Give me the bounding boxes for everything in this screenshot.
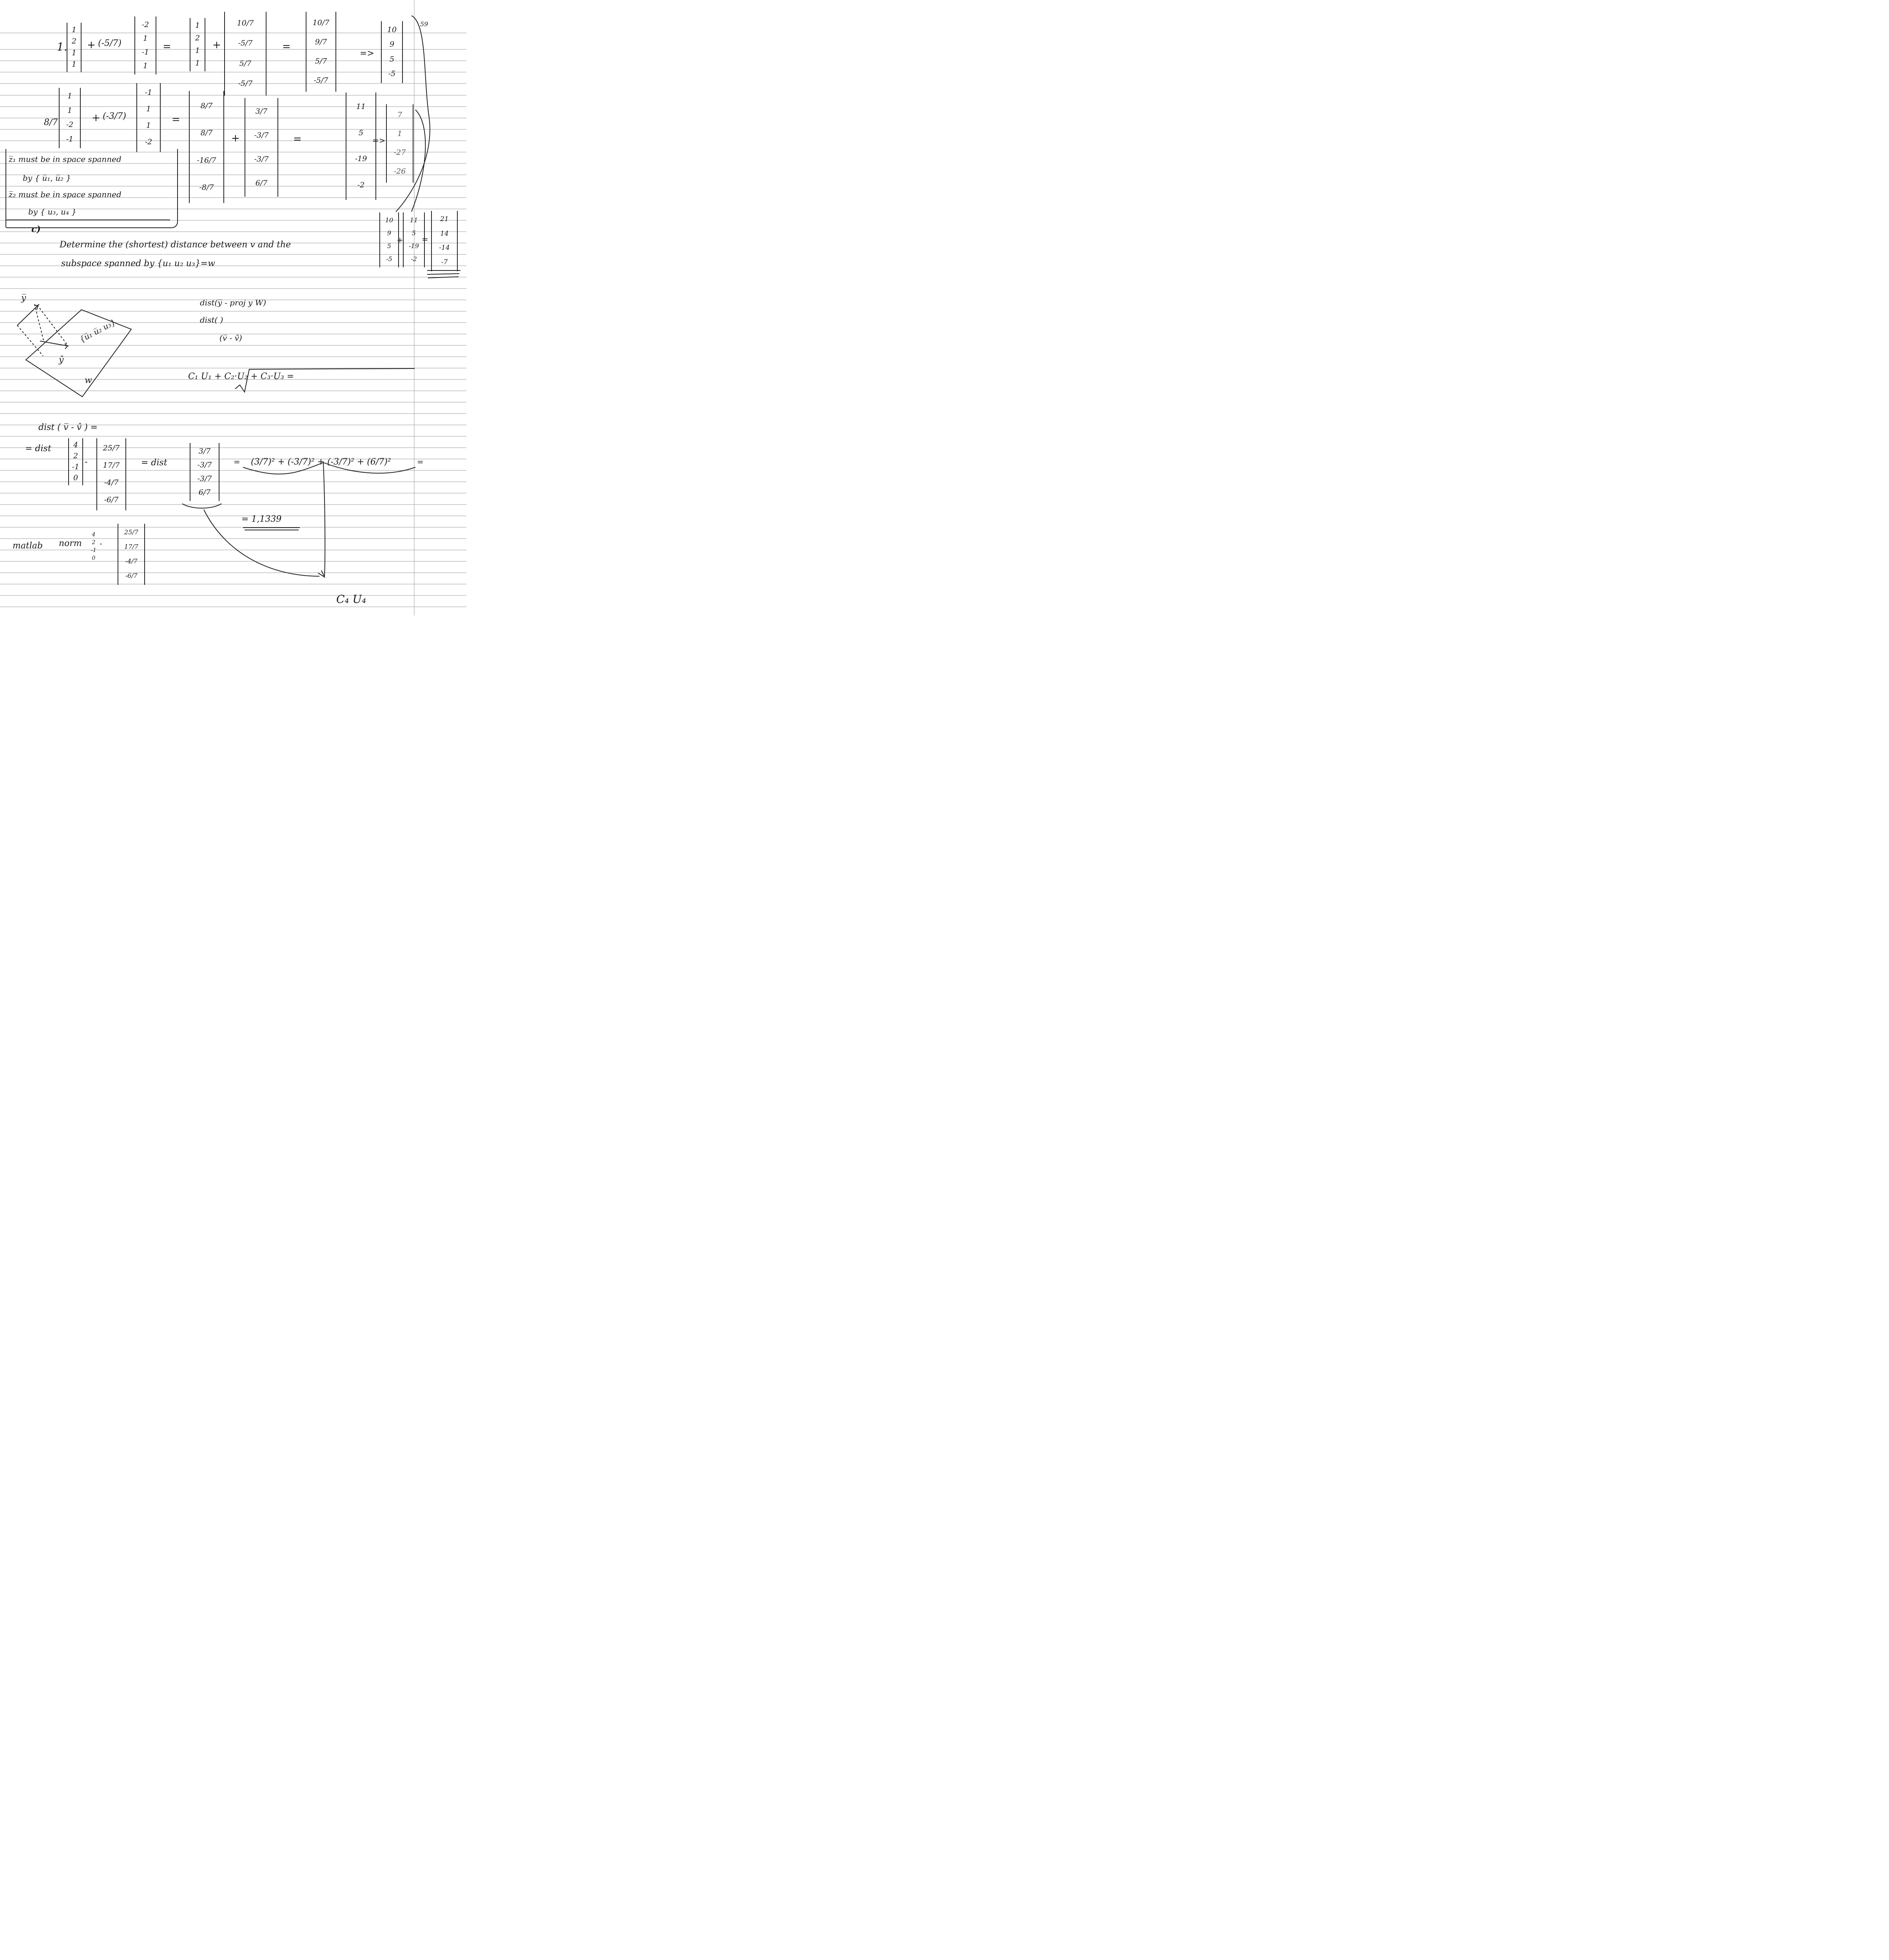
c4-u4: C₄ U₄	[336, 593, 366, 606]
row2-v1-vector	[59, 88, 81, 148]
entry: 3/7	[198, 446, 211, 456]
equals-sign: =	[422, 234, 428, 244]
entry: 4	[92, 531, 96, 538]
entry: 5/7	[239, 59, 252, 68]
entry: -1	[91, 547, 96, 554]
entry: -1	[145, 88, 152, 97]
entry: 8/7	[200, 129, 213, 138]
row1-r3-vector	[306, 12, 336, 92]
row2-r2-vector	[245, 98, 278, 197]
entry: -2	[145, 138, 152, 147]
entry: 10	[385, 216, 393, 224]
entry: 1	[195, 46, 200, 55]
entry: -2	[357, 180, 365, 189]
entry: 10/7	[312, 18, 330, 27]
entry: 25/7	[124, 528, 138, 536]
entry: 17/7	[124, 543, 138, 551]
entry: -19	[409, 242, 419, 250]
entry: 2	[92, 539, 96, 546]
entry: -7	[441, 258, 448, 266]
entry: 10	[387, 25, 397, 34]
result-value: = 1,1339	[241, 514, 282, 524]
row2-r1-vector	[189, 91, 224, 203]
entry: -27	[393, 148, 406, 157]
row1-u-vector	[67, 23, 82, 72]
equals-sign: =	[282, 41, 291, 53]
entry: 1	[195, 21, 200, 30]
dist-label: = dist	[25, 444, 51, 454]
dist-note-2: dist( )	[200, 315, 223, 325]
entry: 0	[73, 474, 78, 483]
sqrt-expression: (3/7)² + (-3/7)² + (-3/7)² + (6/7)²	[251, 457, 391, 467]
row2-r4-vector-scribbled	[386, 104, 413, 183]
dist-note-3: (v̅ - v̂)	[219, 333, 242, 343]
entry: -5	[386, 255, 392, 263]
entry: -5/7	[238, 39, 253, 48]
entry: 1	[71, 48, 77, 57]
implies-arrow: =>	[372, 136, 386, 145]
entry: -14	[439, 244, 450, 252]
row2-coef: 8/7	[44, 118, 58, 127]
plus-sign: +	[87, 39, 96, 51]
implies-arrow: =>	[360, 49, 374, 58]
entry: 5/7	[315, 56, 327, 65]
entry: 1	[397, 129, 402, 138]
entry: 0	[92, 555, 96, 561]
plus-sign: +	[231, 132, 240, 144]
equals-sign: =	[293, 133, 302, 145]
entry: 1	[143, 34, 148, 43]
entry: 11	[410, 216, 418, 224]
entry: 25/7	[103, 444, 120, 453]
entry: 5	[412, 229, 416, 237]
dist-heading: dist ( v̅ - v̂ ) =	[38, 423, 98, 432]
note-line: by { u₃, u₄ }	[28, 207, 77, 216]
entry: -16/7	[197, 156, 216, 165]
row1-r4-vector	[381, 21, 403, 83]
entry: 9	[387, 229, 392, 237]
entry: 8/7	[200, 101, 213, 110]
entry: 5	[389, 54, 395, 64]
page-number: 59	[420, 20, 428, 28]
equals-sign: =	[417, 457, 424, 466]
minus-sign: -	[85, 457, 88, 467]
entry: -5/7	[314, 76, 328, 85]
note-line: by { u̅₁, u̅₂ }	[23, 173, 71, 183]
entry: 11	[356, 102, 366, 111]
entry: -6/7	[125, 572, 138, 580]
entry: -4/7	[125, 557, 138, 565]
y-bar-label: y̅	[21, 293, 26, 303]
row1-r1-vector	[190, 18, 205, 71]
plus-sign: +	[212, 39, 221, 51]
row2-scalar: (-3/7)	[103, 111, 127, 121]
linear-combination: C₁ U₁ + C₂·U₂ + C₃·U₃ =	[188, 372, 294, 381]
span-label: {u̅₁ u̅₂ u₃}	[78, 317, 118, 344]
entry: 1	[195, 59, 200, 68]
sum-a-vector	[379, 212, 399, 267]
matlab-label: matlab	[13, 541, 43, 551]
dist-note-1: dist(y̅ - proj y W)	[200, 298, 266, 307]
entry: 1	[146, 121, 151, 130]
difference-vector	[190, 443, 219, 501]
entry: 1	[67, 106, 73, 115]
entry: -26	[393, 167, 406, 176]
matlab-v-hat-vector	[118, 524, 145, 585]
row1-scalar: (-5/7)	[98, 38, 122, 48]
entry: -5	[388, 69, 396, 78]
entry: 2	[195, 34, 200, 43]
entry: -2	[66, 120, 74, 129]
entry: 4	[73, 441, 78, 450]
entry: 2	[73, 452, 78, 461]
note-line: z̅₂ must be in space spanned	[9, 190, 121, 199]
entry: -6/7	[104, 495, 119, 505]
note-line: z̅₁ must be in space spanned	[9, 154, 121, 164]
entry: -1	[72, 463, 80, 472]
plus-sign: +	[397, 235, 403, 245]
entry: 9	[389, 40, 395, 49]
entry: 2	[71, 37, 77, 46]
sum-c-vector	[431, 211, 458, 271]
w-label: w	[85, 376, 92, 385]
entry: -3/7	[254, 154, 269, 163]
entry: 21	[440, 215, 449, 223]
entry: 6/7	[198, 488, 211, 497]
equals-sign: =	[163, 41, 171, 53]
entry: 1	[71, 60, 77, 69]
entry: 5	[387, 242, 392, 250]
entry: 9/7	[315, 37, 327, 46]
v-hat-vector	[96, 438, 126, 510]
entry: 10/7	[237, 18, 254, 27]
entry: 1	[71, 25, 77, 34]
plus-sign: +	[92, 112, 100, 124]
entry: -3/7	[197, 460, 212, 469]
entry: 7	[397, 111, 402, 120]
part-label: c)	[31, 224, 41, 234]
entry: -2	[411, 255, 417, 263]
row1-coef: 1.	[57, 40, 67, 53]
task-line-1: Determine the (shortest) distance between v and the	[60, 240, 291, 250]
entry: 5	[358, 128, 364, 137]
entry: -1	[141, 47, 149, 56]
dist-label: = dist	[141, 458, 167, 468]
entry: -1	[66, 134, 74, 143]
row1-r2-vector	[224, 12, 266, 96]
row1-w-vector	[134, 16, 156, 74]
notebook-page	[0, 0, 466, 615]
entry: -3/7	[197, 474, 212, 483]
entry: 1	[146, 105, 151, 114]
entry: -8/7	[199, 183, 214, 192]
v-vector	[68, 438, 83, 485]
equals-sign: =	[234, 457, 240, 466]
minus-sign: -	[100, 539, 102, 548]
task-line-2: subspace spanned by {u₁ u₂ u₃}=w	[61, 259, 216, 269]
entry: 6/7	[255, 178, 268, 187]
entry: 17/7	[103, 461, 120, 470]
row2-r3-vector	[346, 93, 376, 200]
entry: 14	[440, 229, 449, 238]
entry: -3/7	[254, 131, 269, 140]
entry: -2	[141, 20, 149, 29]
entry: -5/7	[238, 79, 253, 88]
norm-function: norm	[59, 539, 82, 548]
entry: 1	[67, 92, 73, 101]
entry: -4/7	[104, 478, 119, 487]
entry: 3/7	[255, 107, 268, 116]
entry: -19	[355, 154, 367, 163]
y-hat-label: ŷ	[59, 355, 64, 365]
row2-v2-vector	[136, 83, 161, 152]
entry: 1	[143, 61, 148, 70]
matlab-v-vector	[88, 529, 100, 564]
equals-sign: =	[172, 114, 180, 125]
